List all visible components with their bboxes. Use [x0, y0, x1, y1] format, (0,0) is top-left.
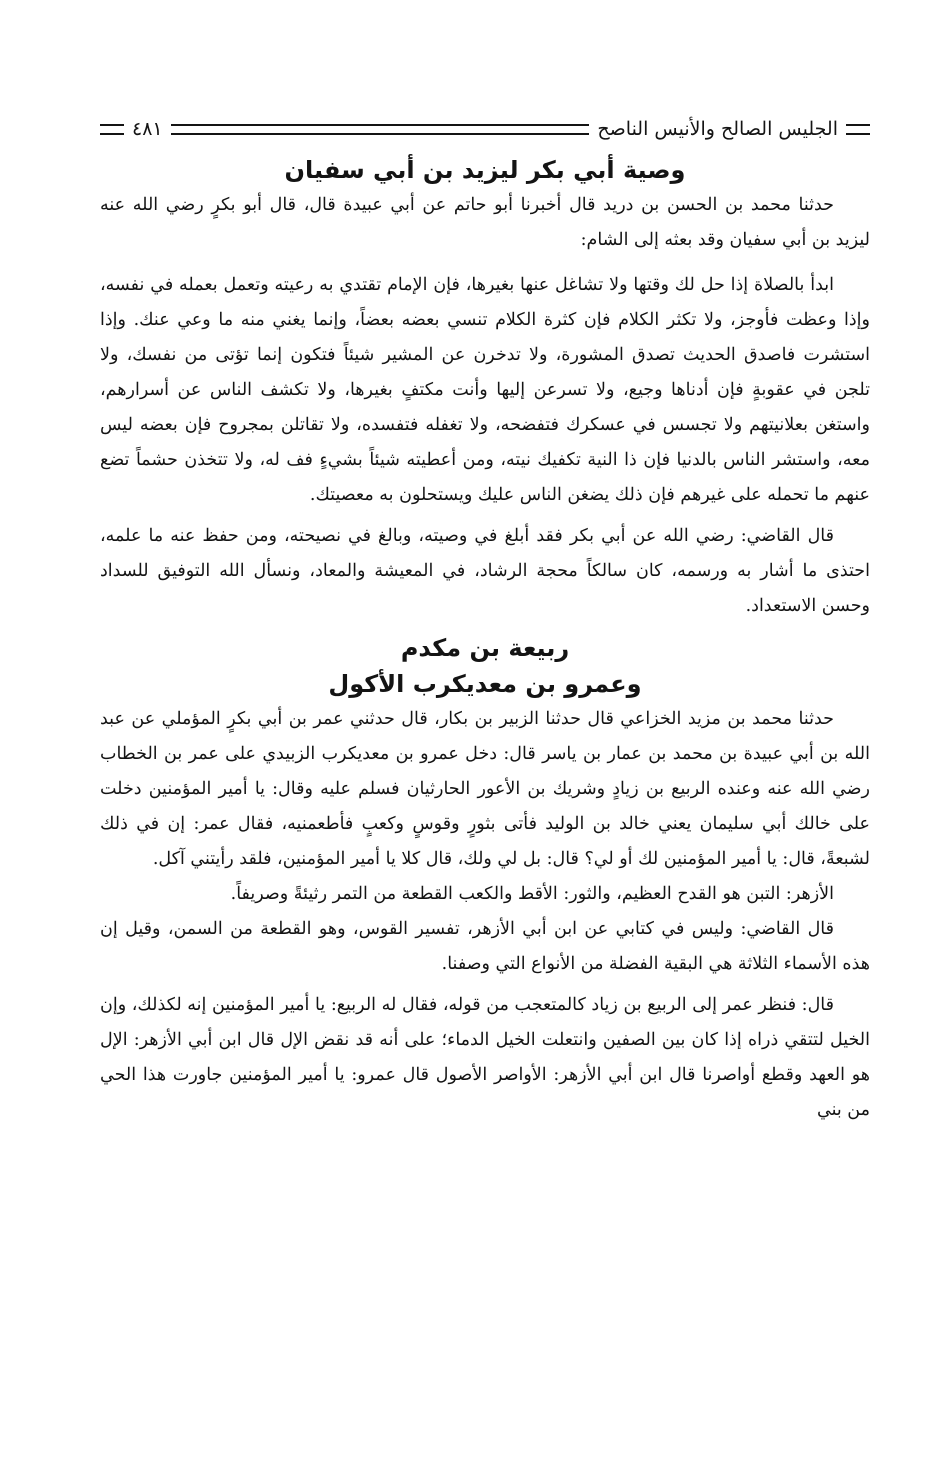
- paragraph-continuation: قال: فنظر عمر إلى الربيع بن زياد كالمتعجب من قوله، فقال له الربيع: يا أمير المؤمنين إنه لكذلك، وإن الخيل لتتقي ذراه إذا كان بين الصفين وانتعلت الخيل الدماء؛ على أنه قد نقض الإل قال ابن أبي الأزهر: الإل هو العهد وقطع أواصرنا قال ابن أبي الأزهر: الأواصر الأصول قال عمرو: يا أمير المؤمنين جاورت هذا الحي من بني: [100, 995, 870, 1120]
- paragraph-azhar-gloss: الأزهر: التبن هو القدح العظيم، والثور: الأقط والكعب القطعة من التمر رثيئةً وصريفاً.: [230, 884, 834, 904]
- paragraph-commentary: قال القاضي: رضي الله عن أبي بكر فقد أبلغ في وصيته، وبالغ في نصيحته، ومن حفظ عنه ما علمه، احتذى ما أشار به ورسمه، كان سالكاً محجة الرشاد، في المعيشة والمعاد، ونسأل الله التوفيق للسداد وحسن الاستعداد.: [100, 526, 870, 616]
- paragraph-intro: حدثنا محمد بن الحسن بن دريد قال أخبرنا أبو حاتم عن أبي عبيدة قال، قال أبو بكرٍ رضي الله عنه ليزيد بن أبي سفيان وقد بعثه إلى الشام:: [100, 195, 870, 250]
- paragraph-qadi-note: قال القاضي: وليس في كتابي عن ابن أبي الأزهر، تفسير القوس، وهو القطعة من السمن، وقيل إن هذه الأسماء الثلاثة هي البقية الفضلة من الأنواع التي وصفنا.: [100, 919, 870, 974]
- book-title: الجليس الصالح والأنيس الناصح: [597, 118, 838, 140]
- section-heading-rabia: ربيعة بن مكدم: [400, 634, 570, 662]
- paragraph-narration: حدثنا محمد بن مزيد الخزاعي قال حدثنا الزبير بن بكار، قال حدثني عمر بن أبي بكرٍ المؤملي عن عبد الله بن أبي عبيدة بن محمد بن عمار بن ياسر قال: دخل عمرو بن معديكرب الزبيدي على عمر بن الخطاب رضي الله عنه وعنده الربيع بن زيادٍ وشريك بن الأعور الحارثيان فسلم عليه وقال: يا أمير المؤمنين دخلت على خالك أبي سليمان يعني خالد بن الوليد فأتى بثورٍ وقوسٍ وكعبٍ فأطعمنيه، فقال عمر: إن في ذلك لشبعةً، قال: يا أمير المؤمنين لك أو لي؟ قال: بل لي ولك، قال كلا يا أمير المؤمنين، فلقد رأيتني آكل.: [100, 709, 870, 869]
- paragraph-advice: ابدأ بالصلاة إذا حل لك وقتها ولا تشاغل عنها بغيرها، فإن الإمام تقتدي به رعيته وتعمل بعمله في نفسه، وإذا وعظت فأوجز، ولا تكثر الكلام فإن كثرة الكلام تنسي بعضه بعضاً، وإنما يغني منه ما وعي عنك. وإذا استشرت فاصدق الحديث تصدق المشورة، ولا تدخرن عن المشير شيئاً فتكون إنما تؤتى من نفسك، ولا تلجن في عقوبةٍ فإن أدناها وجيع، ولا تسرعن إليها وأنت مكتفٍ بغيرها، ولا تكشف الناس عن أسرارهم، واستغن بعلانيتهم ولا تجسس في عسكرك فتفضحه، ولا تغفله فتفسده، ولا تقاتلن بمجروح فإن بعضه ليس معه، واستشر الناس بالدنيا فإن ذا النية تكفيك نيته، ومن أعطيته شيئاً بشيءٍ فف له، ولا تتخذن حشماً تضع عنهم ما تحمله على غيرهم فإن ذلك يضغن الناس عليك ويستحلون به معصيتك.: [100, 275, 870, 505]
- running-header: [100, 112, 870, 146]
- section-heading-abu-bakr: وصية أبي بكر ليزيد بن أبي سفيان: [284, 156, 686, 184]
- book-page: [100, 112, 870, 1128]
- page-number: ٤٨١: [132, 118, 163, 140]
- header-rule-right: [846, 124, 870, 135]
- header-rule-left: [100, 124, 124, 135]
- section-heading-amr: وعمرو بن معديكرب الأكول: [328, 670, 642, 698]
- header-rule-long: [171, 124, 590, 135]
